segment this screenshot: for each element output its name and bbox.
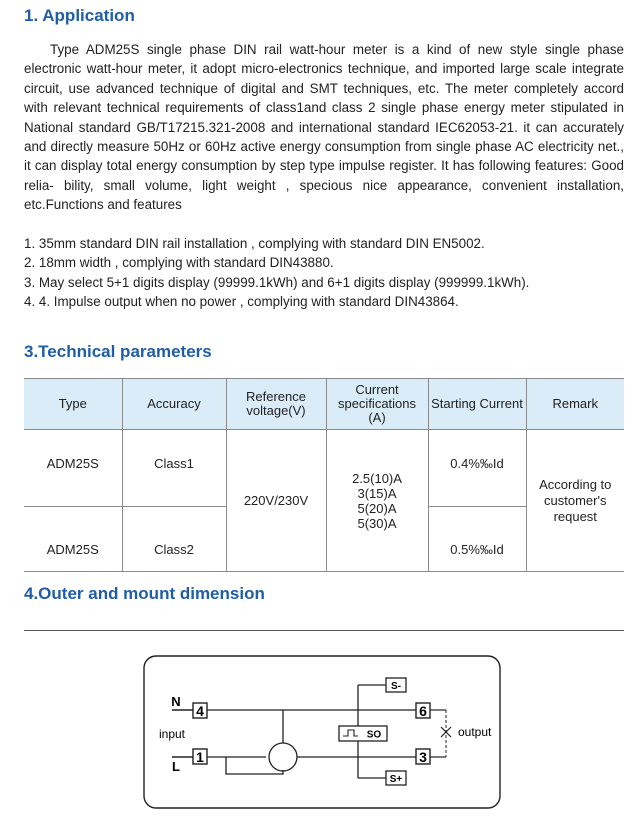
application-paragraph: Type ADM25S single phase DIN rail watt-hour meter is a kind of new style single phase electronic watt-hour meter, it adopt micro-electronics technique, and imported large scale integrate circuit, use advanced technique of digital and SMT techniques, etc. The meter completely accord with relevant technical requirements of class1and class 2 single phase energy meter stipulated in National standard GB/T17215.321-2008 and international standard IEC62053-21. it can accurately and directly measure 50Hz or 60Hz active energy consumption from single phase AC electricity net., it can display total energy consumption by step type impulse register. It has following features: Good relia- bility, small volume, light weight , specious nice appearance, convenient installation, etc.Functions and features bbox=[24, 42, 624, 213]
feature-item: 1. 35mm standard DIN rail installation , complying with standard DIN EN5002. bbox=[24, 236, 485, 251]
header-reference-voltage: Reference voltage(V) bbox=[226, 379, 326, 430]
terminal-3-label: 3 bbox=[419, 749, 427, 765]
cell-starting: 0.5%‰Id bbox=[428, 507, 526, 572]
header-accuracy: Accuracy bbox=[122, 379, 226, 430]
measuring-element bbox=[269, 743, 297, 771]
header-current-spec: Current specifications (A) bbox=[326, 379, 428, 430]
terminal-1-label: 1 bbox=[196, 749, 204, 765]
feature-item: 4. 4. Impulse output when no power , complying with standard DIN43864. bbox=[24, 294, 459, 310]
feature-item: 2. 18mm width , complying with standard DIN43880. bbox=[24, 255, 334, 271]
cell-remark: According to customer's request bbox=[526, 430, 624, 572]
header-remark: Remark bbox=[526, 379, 624, 430]
header-type: Type bbox=[24, 379, 122, 430]
label-input: input bbox=[158, 727, 186, 741]
header-starting-current: Starting Current bbox=[428, 379, 526, 430]
section-title-technical: 3.Technical parameters bbox=[24, 342, 212, 361]
label-n: N bbox=[171, 694, 181, 709]
cell-accuracy: Class2 bbox=[122, 507, 226, 572]
current-loop bbox=[226, 757, 283, 774]
s-minus-label: S- bbox=[391, 681, 401, 692]
terminal-4-label: 4 bbox=[196, 703, 204, 719]
cell-currents: 2.5(10)A 3(15)A 5(20)A 5(30)A bbox=[326, 430, 428, 572]
label-output: output bbox=[458, 725, 492, 739]
cell-starting: 0.4%‰Id bbox=[428, 430, 526, 507]
label-l: L bbox=[172, 759, 180, 774]
section-title-outer: 4.Outer and mount dimension bbox=[24, 584, 265, 603]
cell-type: ADM25S bbox=[24, 430, 122, 507]
cell-type: ADM25S bbox=[24, 507, 122, 572]
so-label: SO bbox=[366, 729, 382, 741]
terminal-6-label: 6 bbox=[419, 703, 427, 719]
cell-voltage: 220V/230V bbox=[226, 430, 326, 572]
cell-accuracy: Class1 bbox=[122, 430, 226, 507]
s-plus-label: S+ bbox=[389, 774, 403, 785]
feature-item: 3. May select 5+1 digits display (99999.1kWh) and 6+1 digits display (999999.1kWh). bbox=[24, 274, 530, 290]
section-title-application: 1. Application bbox=[24, 6, 135, 25]
